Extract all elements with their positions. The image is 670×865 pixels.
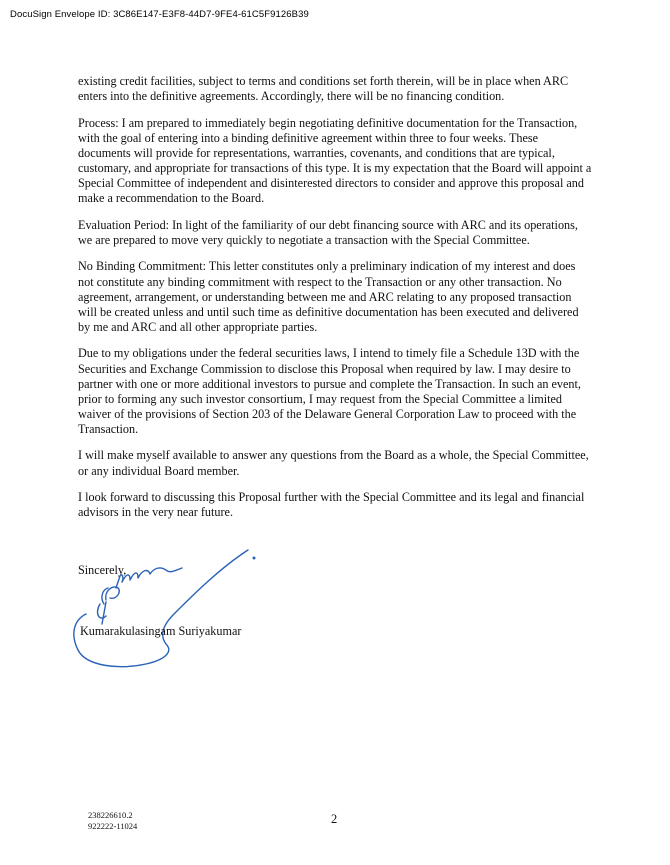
paragraph-closing: I look forward to discussing this Proposal further with the Special Committee and its legal and financial advisors in the very near future. xyxy=(78,490,585,520)
paragraph-availability: I will make myself available to answer any questions from the Board as a whole, the Special Committee, or any individual Board member. xyxy=(78,448,589,478)
docusign-envelope-id: DocuSign Envelope ID: 3C86E147-E3F8-44D7-9FE4-61C5F9126B39 xyxy=(10,9,309,20)
letter-body xyxy=(78,74,592,532)
paragraph-process: Process: I am prepared to immediately begin negotiating definitive documentation for the Transaction, with the goal of entering into a binding definitive agreement within three to four weeks. These documents will provide for representations, warranties, covenants, and conditions that are typical, customary, and appropriate for transactions of this type. It is my expectation that the Board will appoint a Special Committee of independent and disinterested directors to consider and approve this proposal and make a recommendation to the Board. xyxy=(78,115,592,206)
document-identifiers xyxy=(88,810,137,832)
doc-id-line-2: 922222-11024 xyxy=(88,821,138,831)
paragraph-financing: existing credit facilities, subject to terms and conditions set forth therein, will be in place when ARC enters into the definitive agreements. Accordingly, there will be no financing condition. xyxy=(78,74,569,104)
paragraph-evaluation-period: Evaluation Period: In light of the familiarity of our debt financing source with ARC and its operations, we are prepared to move very quickly to negotiate a transaction with the Special Committee. xyxy=(78,217,578,247)
doc-id-line-1: 238226610.2 xyxy=(88,810,133,820)
handwritten-signature xyxy=(66,548,256,673)
page-number: 2 xyxy=(331,812,338,826)
signer-name: Kumarakulasingam Suriyakumar xyxy=(80,624,242,638)
paragraph-securities-laws: Due to my obligations under the federal securities laws, I intend to timely file a Schedule 13D with the Securities and Exchange Commission to disclose this Proposal when required by law. I may desire to partner with one or more additional investors to pursue and complete the Transaction. In such an event, prior to forming any such investor consortium, I may request from the Special Committee a limited waiver of the provisions of Section 203 of the Delaware General Corporation Law to proceed with the Transaction. xyxy=(78,346,581,436)
paragraph-no-binding-commitment: No Binding Commitment: This letter constitutes only a preliminary indication of my interest and does not constitute any binding commitment with respect to the Transaction or any other transaction. No agreement, arrangement, or understanding between me and ARC relating to any proposed transaction will be created unless and until such time as definitive documentation has been executed and delivered by me and ARC and all other appropriate parties. xyxy=(78,259,579,334)
salutation: Sincerely, xyxy=(78,563,127,577)
